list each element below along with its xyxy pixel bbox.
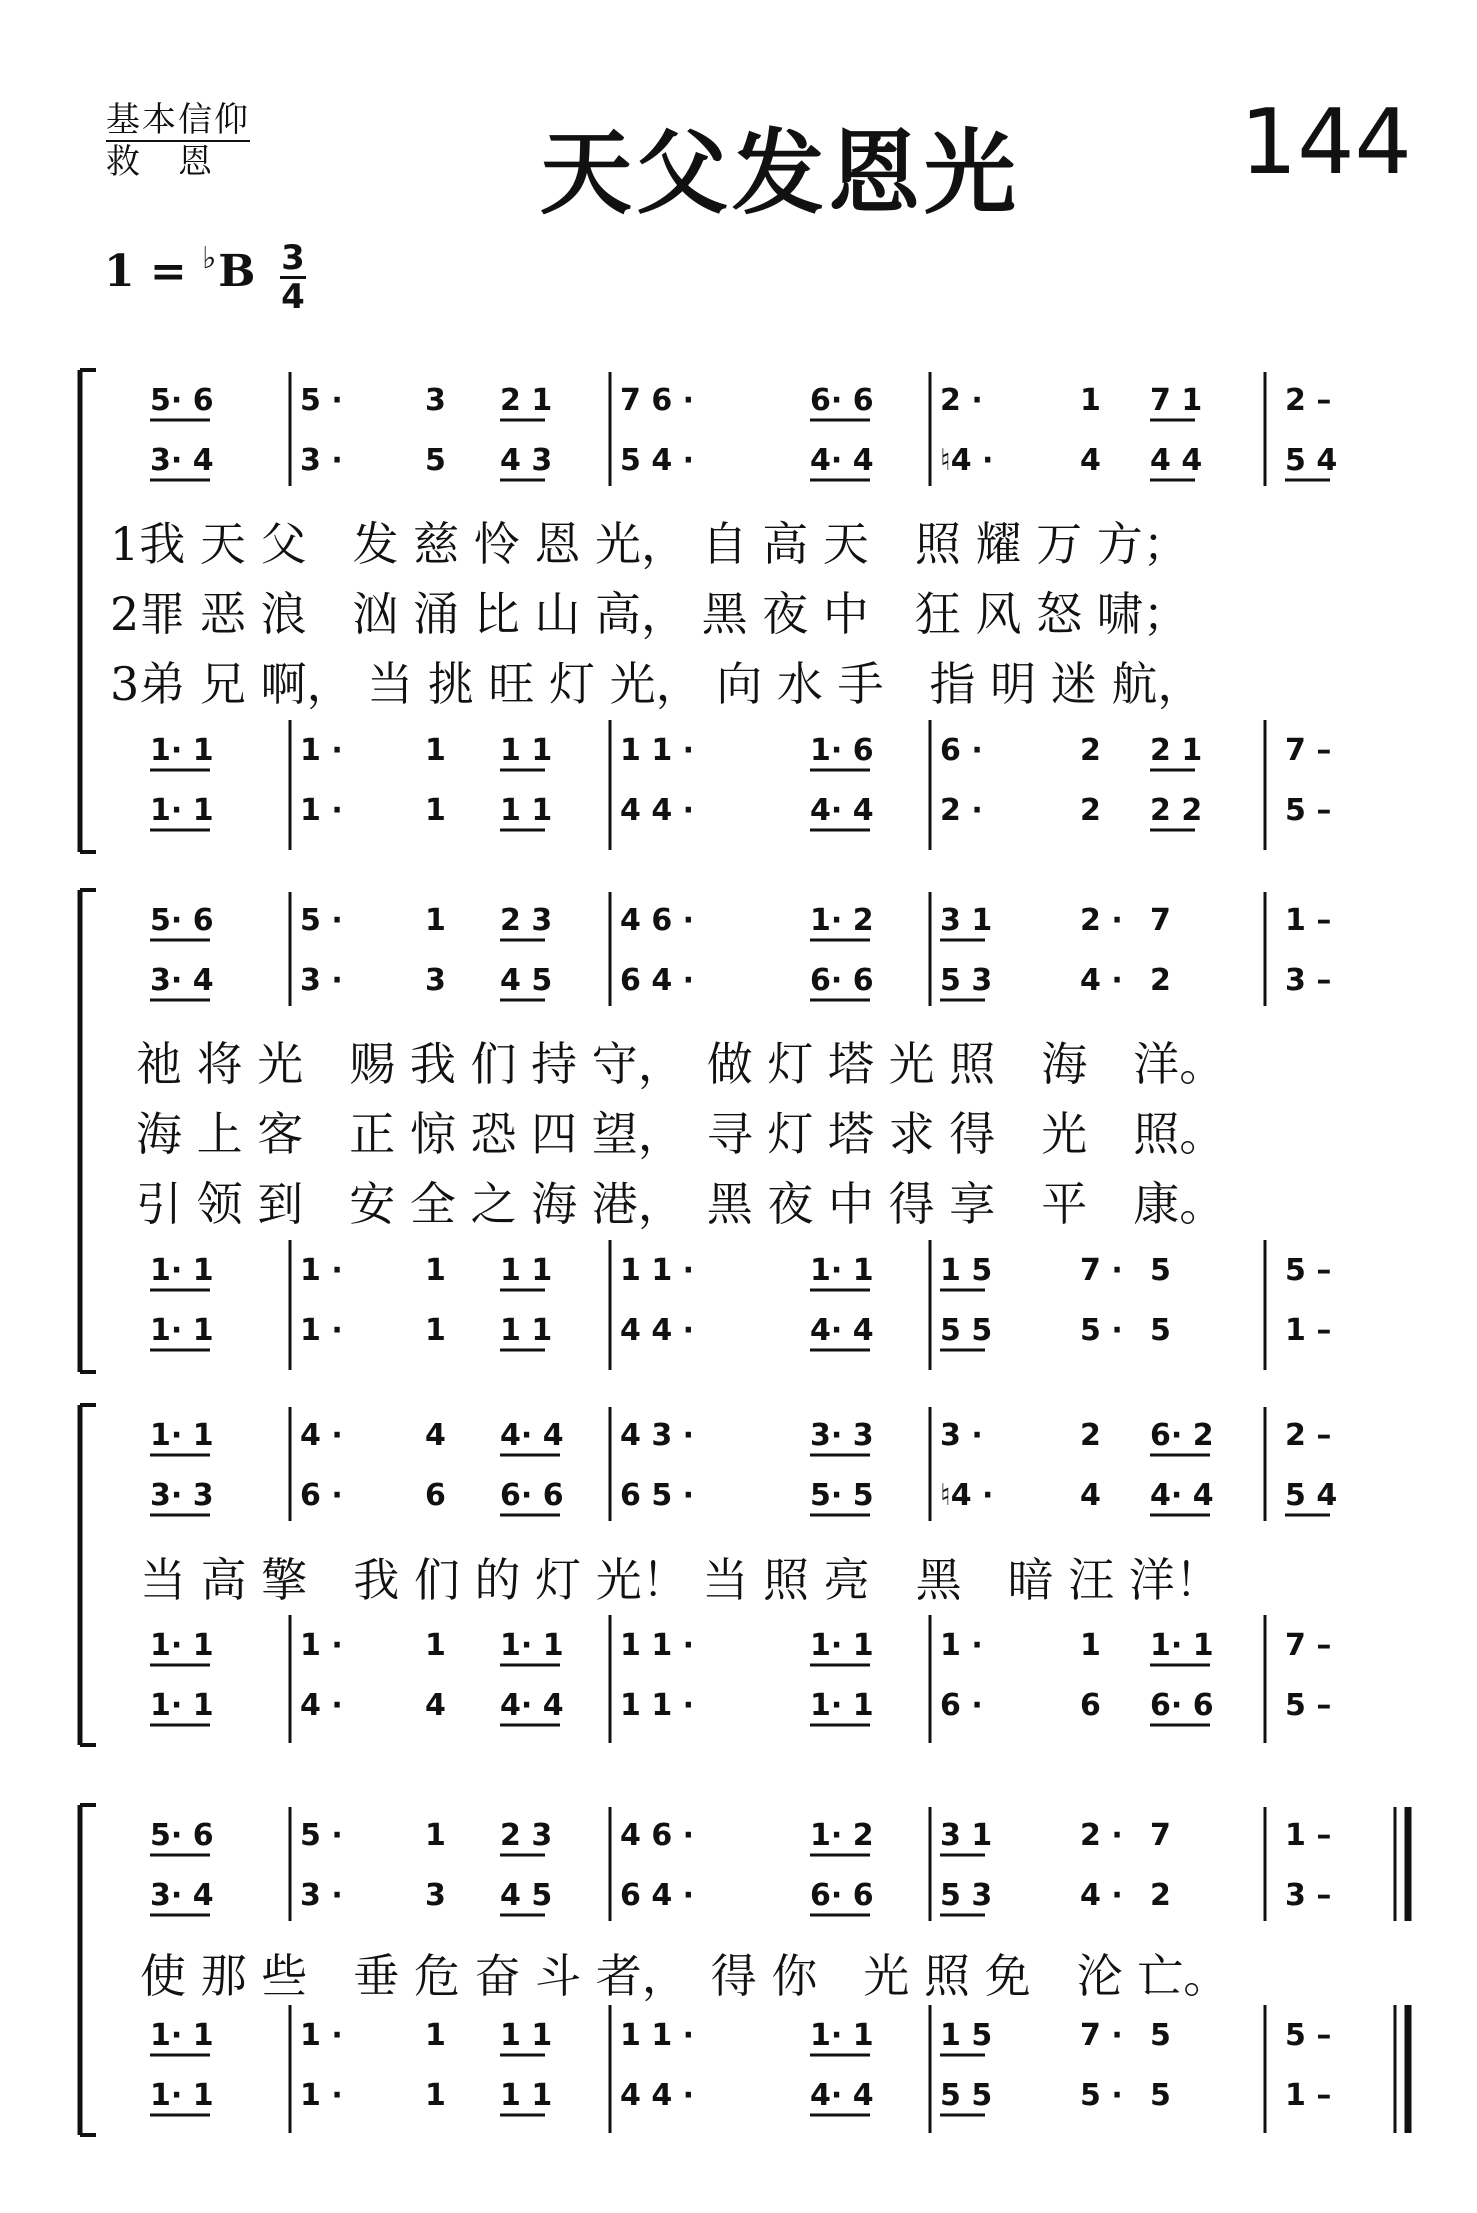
- note-group: 4 4: [1150, 443, 1203, 478]
- note-group: 6 4 ·: [620, 1878, 695, 1913]
- note-group: 1 ·: [940, 1628, 983, 1663]
- note-group: 1· 1: [810, 2018, 874, 2053]
- note-group: 4 3 ·: [620, 1418, 695, 1453]
- note-group: 2: [1150, 963, 1171, 998]
- note-group: 1· 1: [810, 1628, 874, 1663]
- note-group: 1: [425, 793, 446, 828]
- note-group: 1 ·: [300, 733, 343, 768]
- lyric-line-s2-verse2: 海 上 客 正 惊 恐 四 望， 寻 灯 塔 求 得 光 照。: [136, 1107, 1226, 1161]
- note-group: ♮4 ·: [940, 1478, 994, 1513]
- note-group: 4· 4: [500, 1418, 564, 1453]
- note-group: 1 1: [500, 1253, 553, 1288]
- time-top: 3: [281, 238, 305, 278]
- note-group: 2: [1080, 1418, 1101, 1453]
- note-group: 1· 1: [150, 1688, 214, 1723]
- note-group: 6: [425, 1478, 446, 1513]
- note-group: 5 5: [940, 2078, 993, 2113]
- note-group: 7 6 ·: [620, 383, 695, 418]
- note-group: 2: [1150, 1878, 1171, 1913]
- note-group: 1: [425, 733, 446, 768]
- note-group: 6 4 ·: [620, 963, 695, 998]
- note-group: 1 ·: [300, 1313, 343, 1348]
- lyric-line-s1-verse2: 2罪 恶 浪 汹 涌 比 山 高， 黑 夜 中 狂 风 怒 啸；: [110, 587, 1189, 641]
- note-group: 1 ·: [300, 793, 343, 828]
- note-group: 4: [1080, 1478, 1101, 1513]
- note-group: 3 –: [1285, 1878, 1332, 1913]
- note-group: 3: [425, 1878, 446, 1913]
- note-group: 5 4 ·: [620, 443, 695, 478]
- note-group: 4: [425, 1688, 446, 1723]
- note-group: 1 1 ·: [620, 1688, 695, 1723]
- note-group: 1· 1: [150, 1418, 214, 1453]
- note-group: 1 –: [1285, 2078, 1332, 2113]
- note-group: 6: [1080, 1688, 1101, 1723]
- note-group: 2 –: [1285, 383, 1332, 418]
- note-group: 3 1: [940, 1818, 993, 1853]
- note-group: 4 4 ·: [620, 1313, 695, 1348]
- note-group: 1: [425, 2078, 446, 2113]
- lyric-line-s3: 当 高 擎 我 们 的 灯 光！ 当 照 亮 黑 暗 汪 洋！: [140, 1553, 1221, 1607]
- note-group: 3· 3: [810, 1418, 874, 1453]
- note-group: 5 4: [1285, 443, 1338, 478]
- note-group: 4· 4: [810, 2078, 874, 2113]
- note-group: 2 –: [1285, 1418, 1332, 1453]
- note-group: 2 ·: [940, 793, 983, 828]
- note-group: 1 –: [1285, 1818, 1332, 1853]
- note-group: 5: [425, 443, 446, 478]
- note-group: 4: [425, 1418, 446, 1453]
- note-group: 5: [1150, 2018, 1171, 2053]
- note-group: 3 ·: [300, 963, 343, 998]
- note-group: 6 ·: [300, 1478, 343, 1513]
- note-group: 2 1: [1150, 733, 1203, 768]
- note-group: 1: [425, 1818, 446, 1853]
- lyric-line-s1-verse1: 1我 天 父 发 慈 怜 恩 光， 自 高 天 照 耀 万 方；: [110, 517, 1189, 571]
- note-group: 1: [425, 1253, 446, 1288]
- note-group: 3· 3: [150, 1478, 214, 1513]
- lyric-line-s2-verse1: 祂 将 光 赐 我 们 持 守， 做 灯 塔 光 照 海 洋。: [136, 1037, 1226, 1091]
- note-group: 7 1: [1150, 383, 1203, 418]
- note-group: 1: [1080, 1628, 1101, 1663]
- note-group: 2 3: [500, 903, 553, 938]
- note-group: 1 1: [500, 793, 553, 828]
- note-group: 1· 1: [500, 1628, 564, 1663]
- note-group: 4: [1080, 443, 1101, 478]
- hymn-number: 144: [1240, 90, 1412, 195]
- note-group: 1· 2: [810, 1818, 874, 1853]
- note-group: 6· 6: [810, 963, 874, 998]
- note-group: 2 1: [500, 383, 553, 418]
- category-label-primary: 基本信仰: [106, 100, 250, 140]
- note-group: 7 ·: [1080, 1253, 1123, 1288]
- note-group: 1· 1: [810, 1688, 874, 1723]
- note-group: 1· 1: [150, 1313, 214, 1348]
- note-group: 4 6 ·: [620, 903, 695, 938]
- note-group: 5 –: [1285, 1688, 1332, 1723]
- note-group: 1 1: [500, 2078, 553, 2113]
- note-group: 1: [1080, 383, 1101, 418]
- note-group: 6· 6: [500, 1478, 564, 1513]
- note-group: 7: [1150, 1818, 1171, 1853]
- note-group: 1 1: [500, 2018, 553, 2053]
- note-group: 5: [1150, 1313, 1171, 1348]
- time-bottom: 4: [281, 277, 305, 317]
- note-group: 3 ·: [300, 443, 343, 478]
- note-group: 6 ·: [940, 733, 983, 768]
- note-group: 2 3: [500, 1818, 553, 1853]
- note-group: 1: [425, 1628, 446, 1663]
- note-group: 4 3: [500, 443, 553, 478]
- note-group: 5: [1150, 1253, 1171, 1288]
- note-group: 1· 1: [150, 2078, 214, 2113]
- note-group: 3 ·: [300, 1878, 343, 1913]
- note-group: 1· 1: [810, 1253, 874, 1288]
- note-group: 2 ·: [1080, 903, 1123, 938]
- note-group: 1: [425, 903, 446, 938]
- note-group: 1 ·: [300, 1628, 343, 1663]
- category-label-secondary: 救 恩: [106, 142, 214, 182]
- note-group: 5 ·: [1080, 1313, 1123, 1348]
- note-group: 5 –: [1285, 2018, 1332, 2053]
- note-group: 7 –: [1285, 1628, 1332, 1663]
- note-group: 4· 4: [810, 1313, 874, 1348]
- note-group: 1 ·: [300, 1253, 343, 1288]
- note-group: 3· 4: [150, 963, 214, 998]
- note-group: 3: [425, 963, 446, 998]
- note-group: 5: [1150, 2078, 1171, 2113]
- note-group: 4 ·: [300, 1688, 343, 1723]
- note-group: 2: [1080, 733, 1101, 768]
- note-group: 1 –: [1285, 903, 1332, 938]
- note-group: 4 ·: [1080, 1878, 1123, 1913]
- lyric-line-s2-verse3: 引 领 到 安 全 之 海 港， 黑 夜 中 得 享 平 康。: [136, 1177, 1226, 1231]
- note-group: 2 ·: [1080, 1818, 1123, 1853]
- note-group: 1: [425, 1313, 446, 1348]
- note-group: 3· 4: [150, 1878, 214, 1913]
- note-group: 3 1: [940, 903, 993, 938]
- note-group: 1 ·: [300, 2018, 343, 2053]
- note-group: 4· 4: [500, 1688, 564, 1723]
- note-group: 1· 6: [810, 733, 874, 768]
- note-group: 5 4: [1285, 1478, 1338, 1513]
- note-group: 2 2: [1150, 793, 1203, 828]
- note-group: 3 –: [1285, 963, 1332, 998]
- note-group: 1· 1: [150, 733, 214, 768]
- note-group: 1· 2: [810, 903, 874, 938]
- note-group: 1 1 ·: [620, 1253, 695, 1288]
- note-group: 4 5: [500, 963, 553, 998]
- note-group: 1· 1: [150, 2018, 214, 2053]
- note-group: 1 1: [500, 1313, 553, 1348]
- note-group: 4 4 ·: [620, 793, 695, 828]
- note-group: 5· 6: [150, 903, 214, 938]
- note-group: 1: [425, 2018, 446, 2053]
- note-group: 3: [425, 383, 446, 418]
- note-group: 2: [1080, 793, 1101, 828]
- note-group: 6· 6: [810, 383, 874, 418]
- note-group: 4· 4: [1150, 1478, 1214, 1513]
- note-group: 5 ·: [1080, 2078, 1123, 2113]
- note-group: 1 1 ·: [620, 2018, 695, 2053]
- note-group: 1 1 ·: [620, 1628, 695, 1663]
- note-group: 1 5: [940, 1253, 993, 1288]
- note-group: 4 6 ·: [620, 1818, 695, 1853]
- note-group: 7 ·: [1080, 2018, 1123, 2053]
- note-group: 3 ·: [940, 1418, 983, 1453]
- note-group: 5 ·: [300, 383, 343, 418]
- note-group: 5· 6: [150, 383, 214, 418]
- note-group: 5· 5: [810, 1478, 874, 1513]
- hymn-title: 天父发恩光: [540, 119, 1021, 227]
- note-group: 5 –: [1285, 793, 1332, 828]
- lyric-line-s1-verse3: 3弟 兄 啊， 当 挑 旺 灯 光， 向 水 手 指 明 迷 航，: [110, 657, 1204, 711]
- note-group: 4· 4: [810, 793, 874, 828]
- note-group: 1· 1: [150, 1253, 214, 1288]
- note-group: 5 ·: [300, 1818, 343, 1853]
- note-group: 2 ·: [940, 383, 983, 418]
- note-group: 3· 4: [150, 443, 214, 478]
- note-group: 1· 1: [150, 793, 214, 828]
- lyric-line-s4: 使 那 些 垂 危 奋 斗 者， 得 你 光 照 免 沦 亡。: [140, 1949, 1230, 2003]
- note-group: 1 1: [500, 733, 553, 768]
- note-group: 5 3: [940, 963, 993, 998]
- note-group: 5· 6: [150, 1818, 214, 1853]
- note-group: 7 –: [1285, 733, 1332, 768]
- note-group: 1 1 ·: [620, 733, 695, 768]
- note-group: 4 ·: [300, 1418, 343, 1453]
- note-group: 1· 1: [150, 1628, 214, 1663]
- note-group: 5 3: [940, 1878, 993, 1913]
- note-group: 5 ·: [300, 903, 343, 938]
- note-group: 4 5: [500, 1878, 553, 1913]
- note-group: 6· 6: [1150, 1688, 1214, 1723]
- flat-sign: ♭: [202, 241, 217, 276]
- note-group: 4· 4: [810, 443, 874, 478]
- note-group: ♮4 ·: [940, 443, 994, 478]
- note-group: 5 –: [1285, 1253, 1332, 1288]
- note-group: 6 5 ·: [620, 1478, 695, 1513]
- note-group: 7: [1150, 903, 1171, 938]
- note-group: 5 5: [940, 1313, 993, 1348]
- key-prefix: 1 =: [104, 246, 187, 297]
- note-group: 1· 1: [1150, 1628, 1214, 1663]
- note-group: 6· 2: [1150, 1418, 1214, 1453]
- note-group: 4 4 ·: [620, 2078, 695, 2113]
- note-group: 1 ·: [300, 2078, 343, 2113]
- note-group: 4 ·: [1080, 963, 1123, 998]
- key-note: B: [218, 246, 256, 297]
- note-group: 1 –: [1285, 1313, 1332, 1348]
- note-group: 1 5: [940, 2018, 993, 2053]
- note-group: 6· 6: [810, 1878, 874, 1913]
- note-group: 6 ·: [940, 1688, 983, 1723]
